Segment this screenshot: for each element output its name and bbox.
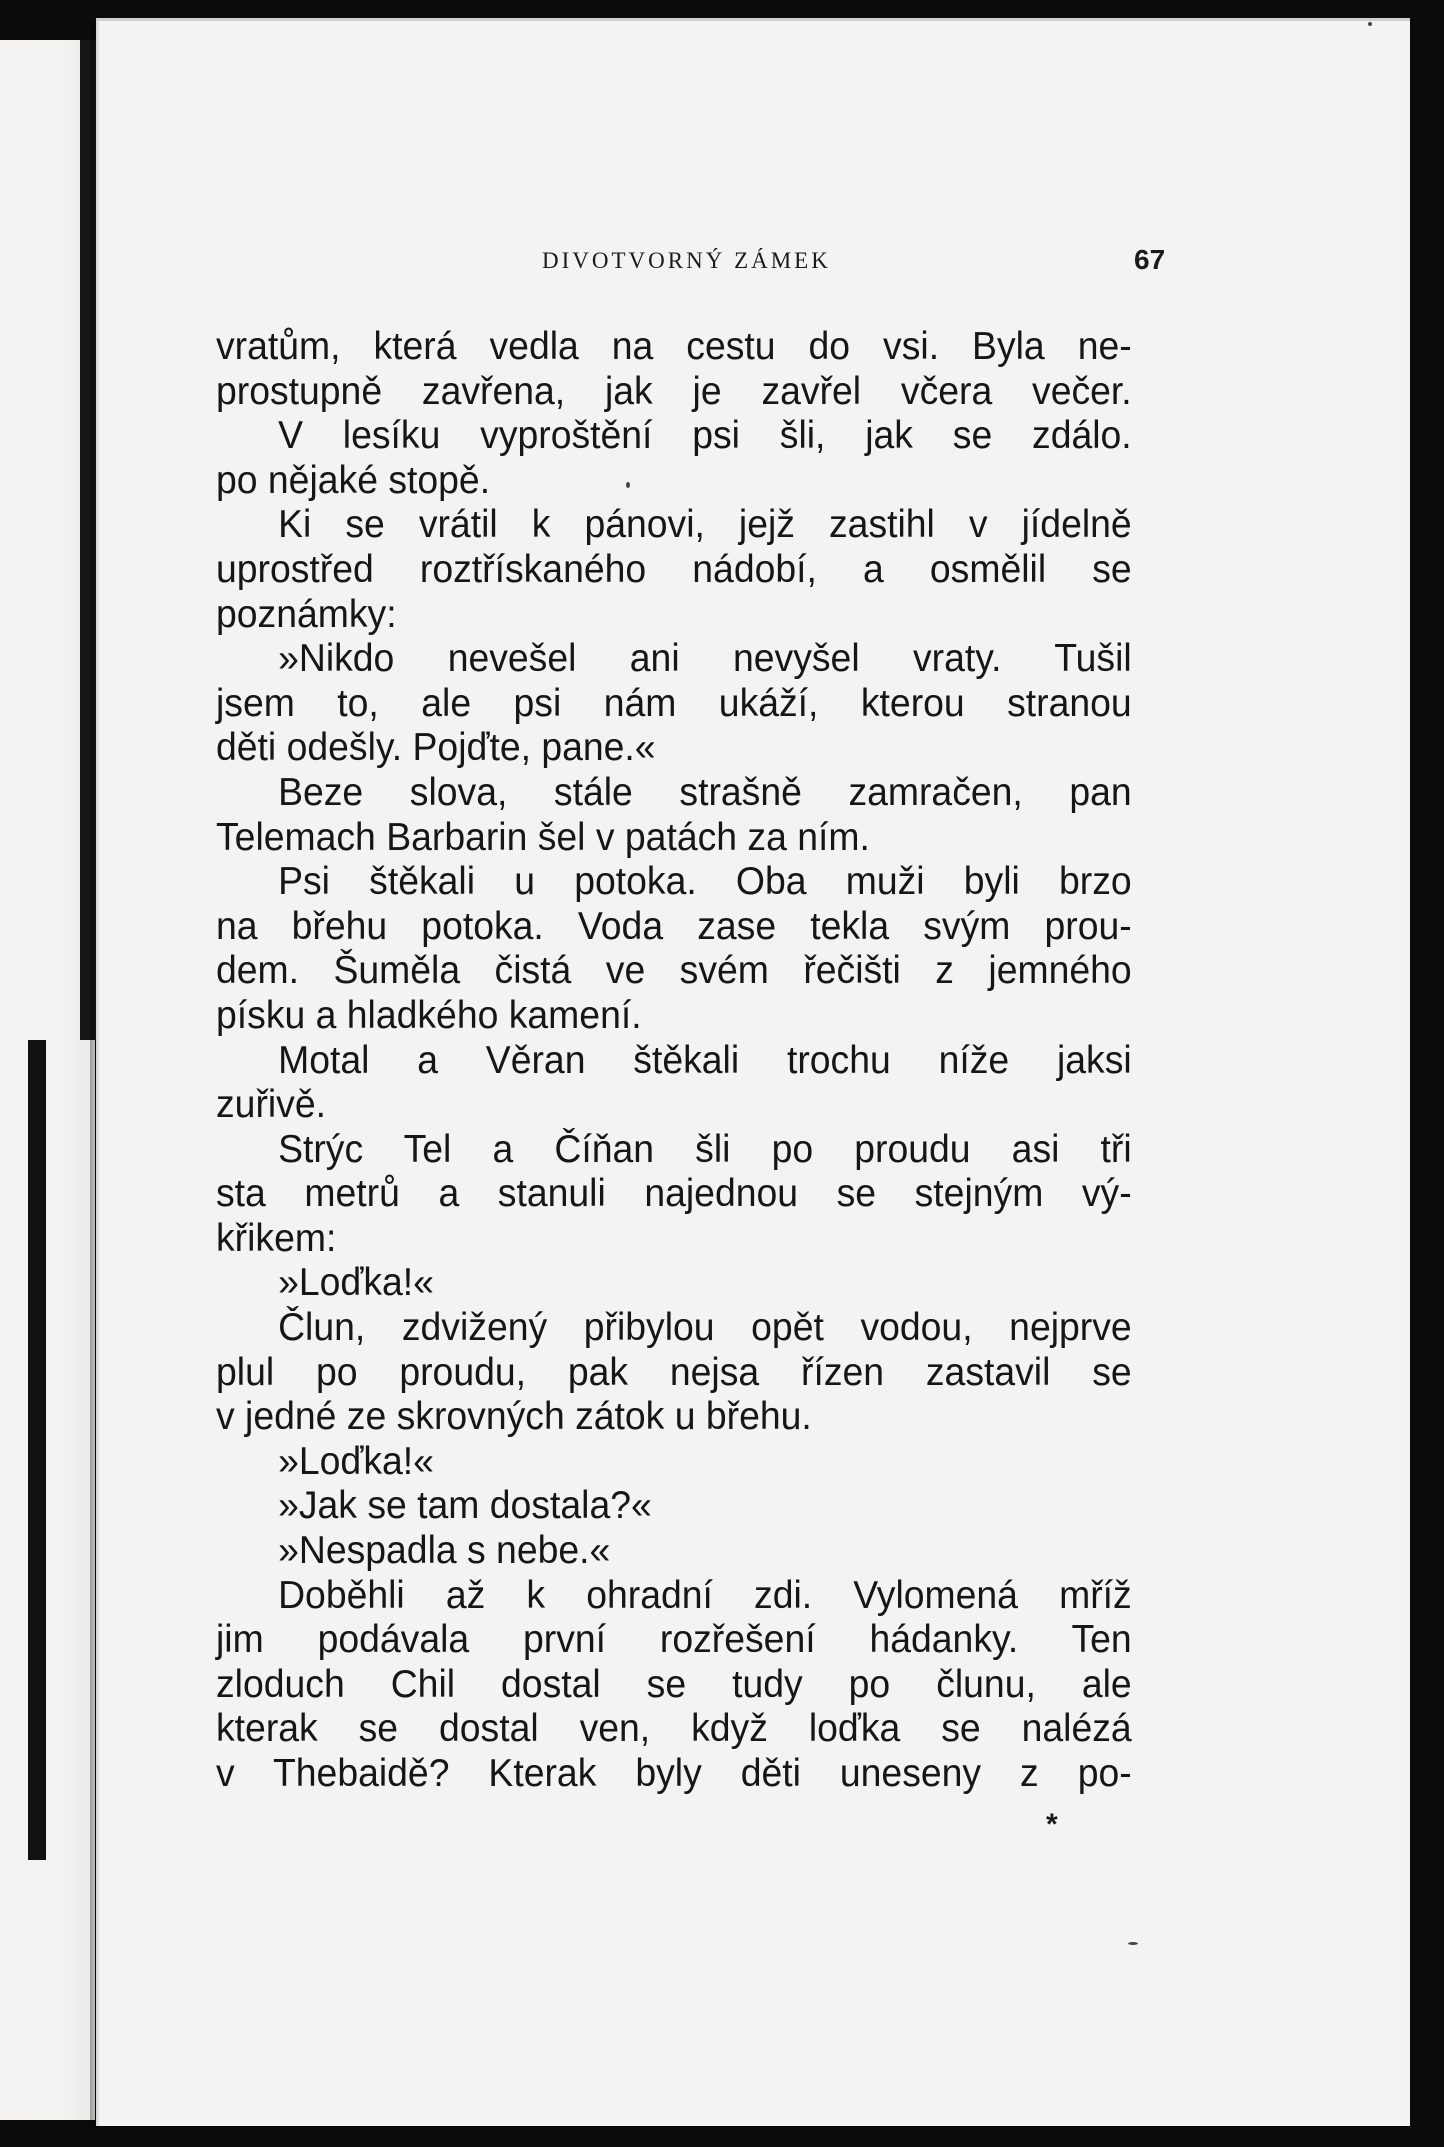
text-line: »Loďka!«	[278, 1261, 434, 1305]
text-line: křikem:	[216, 1216, 337, 1260]
text-line: zuřivě.	[216, 1083, 327, 1127]
text-line: zloduch Chil dostal se tudy po člunu, ale	[216, 1662, 1132, 1706]
text-line: v Thebaidě? Kterak byly děti uneseny z po-	[216, 1752, 1132, 1795]
text-line: Člun, zdvižený přibylou opět vodou, nejprve	[278, 1306, 1132, 1350]
text-line: sta metrů a stanuli najednou se stejným vý-	[216, 1172, 1132, 1216]
text-line: v jedné ze skrovných zátok u břehu.	[216, 1395, 812, 1439]
text-line: prostupně zavřena, jak je zavřel včera večer.	[216, 369, 1132, 413]
running-head: DIVOTVORNÝ ZÁMEK	[542, 248, 831, 273]
text-line: jsem to, ale psi nám ukáží, kterou stranou	[216, 681, 1132, 725]
body-text	[216, 325, 1132, 1797]
paper-speck	[1368, 22, 1372, 26]
page-number: 67	[1134, 244, 1166, 275]
text-line: Psi štěkali u potoka. Oba muži byli brzo	[278, 860, 1132, 904]
text-line: uprostřed roztřískaného nádobí, a osmělil se	[216, 547, 1132, 591]
signature-mark: *	[1046, 1808, 1058, 1841]
text-line: plul po proudu, pak nejsa řízen zastavil se	[216, 1350, 1132, 1394]
text-line: »Loďka!«	[278, 1439, 434, 1483]
text-line: Beze slova, stále strašně zamračen, pan	[278, 770, 1132, 814]
text-line: Doběhli až k ohradní zdi. Vylomená mříž	[278, 1573, 1132, 1617]
text-line: »Nespadla s nebe.«	[278, 1529, 611, 1573]
text-line: po nějaké stopě.	[216, 458, 491, 502]
text-line: Strýc Tel a Číňan šli po proudu asi tři	[278, 1127, 1132, 1171]
text-line: jim podávala první rozřešení hádanky. Ten	[216, 1618, 1132, 1662]
text-line: dem. Šuměla čistá ve svém řečišti z jemného	[216, 949, 1132, 993]
gutter-shadow-lower	[28, 1040, 46, 1860]
text-line: Motal a Věran štěkali trochu níže jaksi	[278, 1038, 1132, 1082]
text-line: Ki se vrátil k pánovi, jejž zastihl v jídelně	[278, 503, 1132, 547]
text-line: vratům, která vedla na cestu do vsi. Byla ne-	[216, 325, 1132, 368]
text-line: děti odešly. Pojďte, pane.«	[216, 726, 656, 770]
text-line: písku a hladkého kamení.	[216, 993, 642, 1037]
paper-speck	[626, 482, 630, 488]
text-line: na břehu potoka. Voda zase tekla svým prou-	[216, 904, 1132, 948]
text-line: »Nikdo nevešel ani nevyšel vraty. Tušil	[278, 637, 1132, 681]
text-line: poznámky:	[216, 592, 397, 636]
text-line: Telemach Barbarin šel v patách za ním.	[216, 815, 870, 859]
text-line: kterak se dostal ven, když loďka se nalézá	[216, 1707, 1132, 1751]
text-line: V lesíku vyproštění psi šli, jak se zdálo.	[278, 414, 1132, 458]
text-line: »Jak se tam dostala?«	[278, 1484, 652, 1528]
paper-speck	[1128, 1942, 1138, 1945]
